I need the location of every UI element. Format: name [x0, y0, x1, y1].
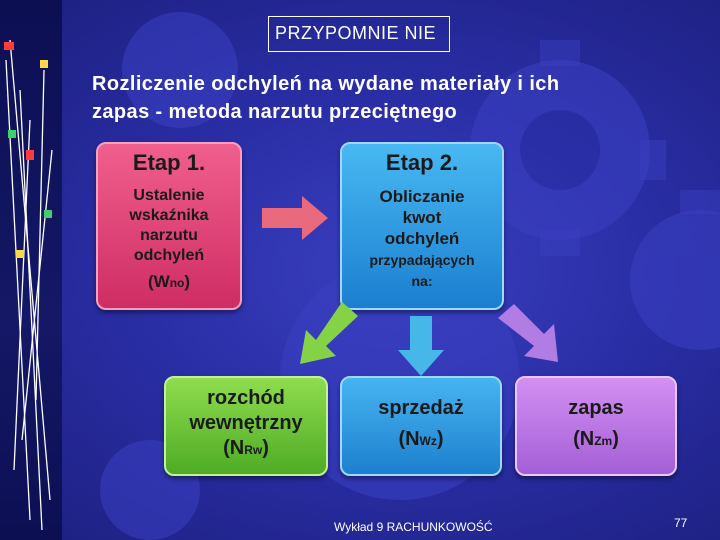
stage-2-line-4: przypadających [369, 252, 475, 268]
sales-symbol-open: (N [398, 428, 420, 450]
sales-symbol-close: ) [436, 428, 444, 450]
sales-text [342, 396, 500, 454]
internal-usage-symbol-sub: Rw [244, 443, 263, 457]
stock-box [515, 376, 677, 476]
stage-1-line-1: Ustalenie [133, 187, 205, 204]
stage-1-line-2: wskaźnika [129, 207, 209, 224]
stage-1-box [96, 142, 242, 310]
internal-usage-line-2: wewnętrzny [189, 412, 303, 434]
stock-text [517, 396, 675, 454]
internal-usage-box [164, 376, 328, 476]
stock-symbol-sub: Zm [594, 434, 613, 448]
internal-usage-symbol [223, 437, 269, 459]
stage-1-symbol-close: ) [184, 272, 191, 291]
arrow-stage1-to-stage2 [262, 196, 330, 240]
page-number: 77 [674, 516, 688, 530]
left-decorative-strip [0, 0, 62, 540]
stage-1-symbol-open: (W [147, 272, 170, 291]
title-line-1: Rozliczenie odchyleń na wydane materiały i ich [92, 73, 560, 95]
stage-1-line-3: narzutu [140, 227, 198, 244]
sales-symbol-sub: Wz [419, 434, 437, 448]
stage-2-heading: Etap 2. [385, 150, 459, 175]
stage-2-line-3: odchyleń [384, 229, 460, 248]
stage-1-symbol [148, 272, 190, 293]
sales-line-1: sprzedaż [378, 397, 464, 419]
internal-usage-text [166, 386, 326, 463]
stage-1-line-4: odchyleń [133, 247, 205, 264]
internal-usage-line-1: rozchód [207, 387, 285, 409]
stage-1-heading: Etap 1. [132, 150, 206, 175]
sales-symbol [398, 427, 443, 454]
stage-2-line-5: na: [411, 273, 433, 289]
arrow-to-sales [398, 316, 444, 378]
stage-2-line-1: Obliczanie [379, 187, 465, 206]
stock-symbol-open: (N [573, 428, 595, 450]
reminder-label: PRZYPOMNIE NIE [268, 16, 450, 52]
title-line-2: zapas - metoda narzutu przeciętnego [92, 101, 458, 123]
stage-1-symbol-sub: no [169, 276, 185, 290]
stock-symbol [573, 427, 619, 454]
arrow-to-stock [496, 304, 560, 368]
stage-2-box [340, 142, 504, 310]
sales-box [340, 376, 502, 476]
internal-usage-symbol-close: ) [262, 437, 269, 459]
slide-title [92, 70, 692, 126]
stage-2-text [342, 186, 502, 291]
arrow-to-internal-usage [296, 302, 362, 368]
stock-line-1: zapas [568, 397, 624, 419]
stage-2-line-2: kwot [402, 208, 442, 227]
internal-usage-symbol-open: (N [223, 437, 245, 459]
stage-1-text [98, 186, 240, 293]
footer-lecture: Wykład 9 RACHUNKOWOŚĆ [334, 520, 493, 534]
stock-symbol-close: ) [612, 428, 619, 450]
